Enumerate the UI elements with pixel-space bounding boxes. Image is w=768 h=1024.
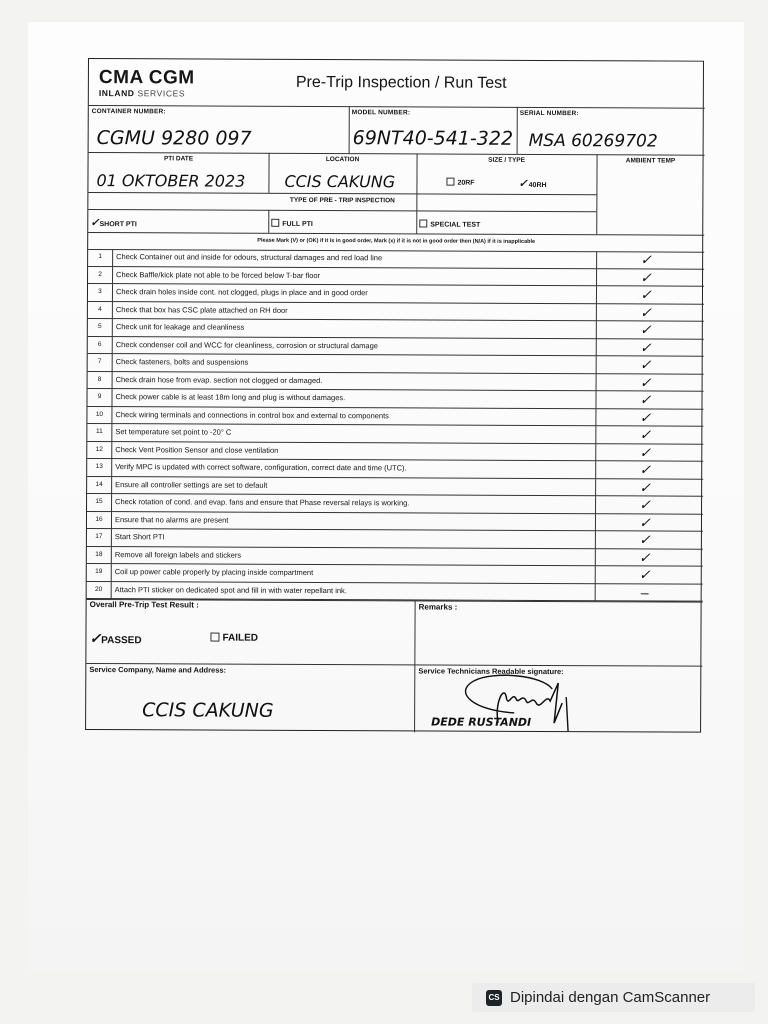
divider [112, 249, 113, 267]
checklist-row-text: Check Vent Position Sensor and close ventilation [115, 444, 279, 455]
checklist-row-text: Attach PTI sticker on dedicated spot and fill in with water repellant ink. [114, 584, 347, 595]
checklist-row-mark[interactable]: ✓ [639, 303, 652, 320]
checkbox-icon [419, 219, 427, 227]
checkbox-icon [210, 633, 219, 642]
model-number-value: 69NT40-541-322 [352, 127, 514, 150]
checklist-row-mark[interactable]: ✓ [639, 338, 652, 355]
checklist-row-text: Check power cable is at least 18m long and plug is without damages. [115, 392, 346, 403]
pti-type-label: TYPE OF PRE - TRIP INSPECTION [289, 196, 395, 205]
checklist-row-mark[interactable]: ✓ [640, 251, 653, 268]
checklist-row-text: Set temperature set point to -20° C [115, 427, 232, 437]
checklist-row-text: Check fasteners, bolts and suspensions [115, 357, 249, 367]
checkbox-icon [271, 219, 279, 227]
divider [89, 105, 705, 109]
service-company-value: CCIS CAKUNG [142, 699, 274, 722]
divider [595, 479, 596, 497]
divider [596, 321, 597, 339]
divider [88, 192, 596, 195]
ambient-temp-label: AMBIENT TEMP [625, 157, 676, 165]
checklist-row-mark[interactable]: ✓ [639, 513, 651, 530]
logo-main-text: CMA CGM [98, 67, 195, 89]
checklist-row-text: Check Container out and inside for odours, structural damages and red load line [116, 252, 383, 263]
divider [111, 459, 112, 477]
size-option-20rf[interactable] [446, 178, 474, 187]
size-option-20rf-label: 20RF [457, 179, 475, 187]
checklist-row-text: Check that box has CSC plate attached on RH door [115, 304, 288, 315]
size-option-40rh-label: 40RH [528, 181, 547, 190]
checklist-row-text: Start Short PTI [114, 532, 165, 542]
checklist-row-number: 17 [95, 533, 103, 541]
checklist-row-number: 5 [98, 323, 102, 331]
divider [596, 251, 597, 269]
divider [596, 356, 597, 374]
divider [595, 496, 596, 514]
pti-option-full[interactable] [271, 219, 313, 228]
divider [111, 477, 112, 495]
checklist-row-mark[interactable]: ✓ [639, 373, 652, 390]
checklist-row-number: 4 [98, 305, 102, 313]
checklist-row-mark[interactable]: ✓ [639, 478, 652, 495]
divider [112, 337, 113, 355]
divider [88, 209, 596, 212]
divider [111, 547, 112, 565]
checklist-row-mark[interactable]: ✓ [639, 461, 652, 478]
checklist-row-number: 19 [95, 568, 103, 576]
divider [596, 374, 597, 392]
instruction-text: Please Mark (V) or (OK) if it is in good order, Mark (x) if it is not in good order then (N/A) if it is inapplicable [257, 237, 536, 245]
divider [111, 582, 112, 600]
checklist-row-number: 11 [95, 428, 103, 436]
checklist-row-mark[interactable]: ✓ [638, 548, 651, 565]
divider [111, 512, 112, 530]
result-label: Overall Pre-Trip Test Result : [89, 600, 199, 610]
divider [595, 409, 596, 427]
result-passed-label: PASSED [101, 635, 142, 647]
checklist-row-number: 9 [97, 393, 102, 401]
technician-name: DEDE RUSTANDI [431, 715, 532, 729]
location-label: LOCATION [325, 156, 360, 164]
divider [112, 284, 113, 302]
checklist-row-number: 14 [95, 480, 103, 488]
divider [111, 442, 112, 460]
divider [596, 304, 597, 322]
checklist-row-number: 20 [95, 585, 103, 593]
checklist-row-number: 8 [97, 375, 102, 383]
checklist-row-number: 3 [98, 288, 102, 296]
divider [596, 286, 597, 304]
model-number-label: MODEL NUMBER: [351, 109, 411, 117]
result-failed-label: FAILED [222, 632, 259, 644]
checklist-row-text: Check wiring terminals and connections in control box and external to components [115, 409, 389, 420]
checklist-row-mark[interactable]: ✓ [639, 356, 652, 373]
checklist-row-mark[interactable]: ✓ [638, 566, 651, 583]
pti-option-short-label: SHORT PTI [99, 221, 137, 229]
divider [595, 391, 596, 409]
checklist-row-number: 1 [98, 253, 102, 261]
checklist-row-mark[interactable]: ✓ [639, 321, 652, 338]
divider [268, 210, 269, 233]
checklist-row-mark[interactable]: ✓ [640, 286, 652, 303]
divider [111, 407, 112, 425]
camscanner-badge [472, 983, 755, 1012]
divider [112, 372, 113, 390]
divider [595, 426, 596, 444]
container-number-label: CONTAINER NUMBER: [91, 108, 166, 116]
divider [595, 549, 596, 567]
checklist-row-mark[interactable]: ✓ [640, 268, 652, 285]
checklist-row-text: Ensure that no alarms are present [114, 514, 229, 525]
pti-option-full-label: FULL PTI [282, 220, 313, 228]
camscanner-text: Dipindai dengan CamScanner [510, 989, 711, 1006]
checklist-row-mark[interactable]: ✓ [638, 531, 651, 548]
pti-date-label: PTI DATE [163, 155, 194, 163]
logo-sub-light: SERVICES [137, 88, 186, 99]
checklist-row-text: Check rotation of cond. and evap. fans and ensure that Phase reversal relays is working. [115, 497, 410, 508]
size-type-label: SIZE / TYPE [488, 156, 525, 164]
divider [112, 267, 113, 285]
camscanner-logo-icon: CS [486, 990, 502, 1006]
divider [596, 339, 597, 357]
divider [88, 232, 704, 236]
pti-option-special[interactable] [419, 219, 480, 228]
divider [595, 444, 596, 462]
checklist-row-number: 16 [95, 515, 103, 523]
logo-sub-bold: INLAND [98, 88, 135, 99]
divider [517, 107, 518, 154]
checklist-row-mark[interactable]: ✓ [639, 426, 652, 443]
container-number-value: CGMU 9280 097 [96, 127, 252, 150]
location-value: CCIS CAKUNG [284, 171, 396, 192]
divider [595, 461, 596, 479]
divider [112, 319, 113, 337]
checkmark-icon: ✓ [518, 177, 528, 190]
checklist-row-mark[interactable]: – [640, 583, 649, 600]
divider [595, 566, 596, 584]
divider [111, 564, 112, 582]
divider [595, 531, 596, 549]
document-title: Pre-Trip Inspection / Run Test [295, 73, 507, 92]
result-passed[interactable] [89, 630, 141, 647]
remarks-label: Remarks : [418, 602, 458, 612]
checkmark-icon: ✓ [90, 217, 100, 230]
checklist-row-number: 12 [95, 445, 103, 453]
checklist-row-text: Coil up power cable properly by placing inside compartment [114, 567, 314, 577]
checklist-row-text: Check unit for leakage and cleanliness [115, 322, 245, 332]
checklist-row-text: Check drain hose from evap. section not clogged or damaged. [115, 374, 323, 385]
divider [596, 154, 597, 234]
checkbox-icon [446, 178, 454, 186]
service-company-label: Service Company, Name and Address: [89, 665, 227, 675]
checklist-row-number: 15 [95, 498, 103, 506]
checklist-row-number: 6 [97, 340, 102, 348]
checklist-row-mark[interactable]: ✓ [639, 391, 652, 408]
checklist-row-number: 18 [95, 550, 103, 558]
divider [112, 354, 113, 372]
divider [111, 529, 112, 547]
pti-date-value: 01 OKTOBER 2023 [96, 171, 246, 191]
divider [595, 584, 596, 602]
serial-number-value: MSA 60269702 [528, 130, 658, 152]
pti-option-special-label: SPECIAL TEST [430, 221, 481, 229]
size-option-40rh[interactable] [518, 177, 546, 190]
checklist-row-text: Check condenser coil and WCC for cleanliness, corrosion or structural damage [115, 339, 378, 350]
divider [111, 424, 112, 442]
divider [414, 600, 416, 732]
checklist-row-text: Check Baffle/kick plate not able to be forced below T-bar floor [116, 269, 321, 280]
serial-number-label: SERIAL NUMBER: [519, 109, 579, 118]
pti-form [85, 58, 704, 733]
divider [111, 494, 112, 512]
divider [595, 514, 596, 532]
checklist-row-mark[interactable]: ✓ [639, 496, 651, 513]
checklist-row-number: 13 [95, 463, 103, 471]
divider [111, 389, 112, 407]
logo-sub-text [99, 88, 185, 98]
result-failed[interactable] [210, 633, 258, 644]
checklist-row-mark[interactable]: ✓ [639, 408, 652, 425]
checklist-row-number: 7 [97, 358, 102, 366]
divider [112, 302, 113, 320]
checkmark-icon: ✓ [89, 630, 102, 647]
checklist-row-number: 2 [98, 270, 102, 278]
checklist-row-text: Ensure all controller settings are set to default [115, 479, 268, 490]
checklist-row-mark[interactable]: ✓ [639, 443, 652, 460]
checklist-row-text: Check drain holes inside cont. not clogged, plugs in place and in good order [115, 287, 368, 298]
divider [596, 269, 597, 287]
checklist-row-text: Remove all foreign labels and stickers [114, 549, 242, 560]
pti-option-short[interactable] [90, 216, 137, 229]
signature-label: Service Technicians Readable signature: [418, 666, 564, 677]
divider [349, 106, 350, 153]
checklist-row-text: Verify MPC is updated with correct software, configuration, correct date and time (UTC). [115, 462, 407, 473]
checklist-row-number: 10 [95, 410, 104, 418]
